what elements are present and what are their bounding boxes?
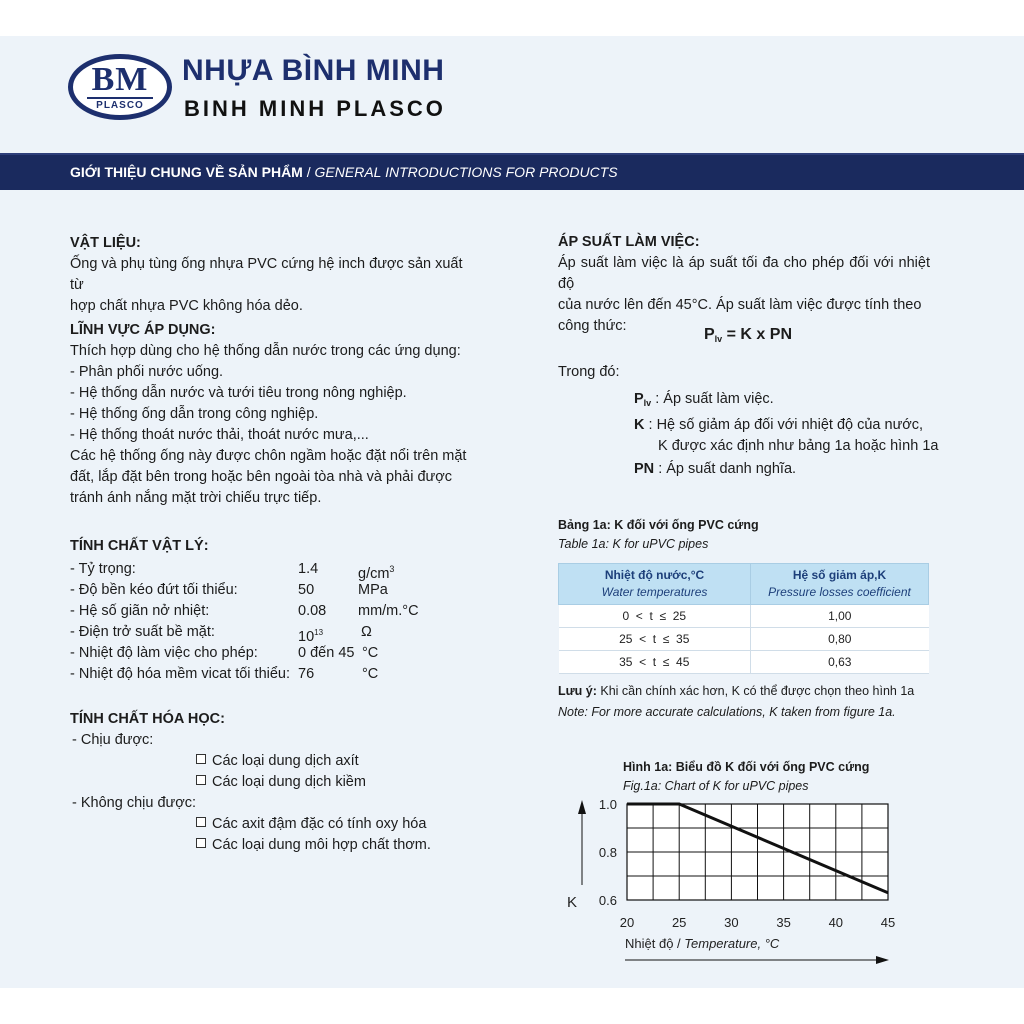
y-tick-label: 1.0: [598, 797, 617, 812]
definition-row: [658, 436, 954, 457]
chemical-title: TÍNH CHẤT HÓA HỌC:: [70, 711, 225, 727]
property-value: 0 đến 45: [298, 645, 355, 661]
nonresist-item: [196, 835, 470, 856]
application-item: - Hệ thống ống dẫn trong công nghiệp.: [70, 406, 319, 422]
chemical-section: [70, 709, 470, 856]
definition-text: : Hệ số giảm áp đối với nhiệt độ của nước,: [648, 417, 924, 433]
resist-item: [196, 751, 470, 772]
application-section: [70, 320, 470, 509]
property-name: - Độ bền kéo đứt tối thiểu:: [70, 582, 238, 598]
table-cell-k: 0,63: [751, 651, 929, 674]
logo-subtext: PLASCO: [87, 97, 153, 111]
resist-item-text: Các loại dung dịch kiềm: [212, 774, 366, 790]
checkbox-icon: [196, 754, 206, 764]
table-row: [559, 628, 929, 651]
y-tick-label: 0.8: [598, 845, 617, 860]
table-cell-k: 1,00: [751, 605, 929, 628]
logo-mark: BM: [91, 61, 149, 98]
nonresist-item-text: Các loại dung môi hợp chất thơm.: [212, 837, 431, 853]
application-title: LĨNH VỰC ÁP DỤNG:: [70, 322, 216, 338]
note-vi-text: Khi cần chính xác hơn, K có thể được chọn theo hình 1a: [596, 684, 915, 698]
note-vi: [558, 681, 938, 702]
application-note: đất, lắp đặt bên trong hoặc bên ngoài tòa nhà và phải được: [70, 469, 452, 485]
definition-row: [634, 389, 954, 414]
table-caption-vi: Bảng 1a: K đối với ống PVC cứng: [558, 518, 759, 532]
definition-text: : Áp suất làm việc.: [655, 391, 774, 407]
table-cell-range: 0 < t ≤ 25: [559, 605, 751, 628]
table-header-coefficient: [751, 564, 929, 605]
material-section: [70, 233, 470, 317]
where-label: Trong đó:: [558, 364, 620, 380]
header-coef-vi: Hệ số giảm áp,K: [792, 568, 887, 582]
property-unit: MPa: [358, 582, 388, 598]
property-value: 76: [298, 666, 315, 682]
formula-p: P: [704, 326, 715, 343]
property-unit-text: g/cm: [358, 565, 390, 582]
definition-symbol: P: [634, 391, 644, 407]
property-name: - Nhiệt độ hóa mềm vicat tối thiểu:: [70, 666, 291, 682]
application-item: - Hệ thống dẫn nước và tưới tiêu trong nông nghiệp.: [70, 385, 407, 401]
table-caption-en: Table 1a: K for uPVC pipes: [558, 537, 709, 551]
table-cell-k: 0,80: [751, 628, 929, 651]
property-name: - Điện trở suất bề mặt:: [70, 624, 215, 640]
x-tick-label: 45: [880, 915, 896, 930]
table-cell-range: 25 < t ≤ 35: [559, 628, 751, 651]
application-intro: Thích hợp dùng cho hệ thống dẫn nước trong các ứng dụng:: [70, 343, 461, 359]
property-unit: °C: [362, 645, 379, 661]
nonresist-item: [196, 814, 470, 835]
checkbox-icon: [196, 838, 206, 848]
header-temp-en: Water temperatures: [601, 585, 708, 599]
note: [558, 681, 938, 723]
x-tick-label: 30: [724, 915, 739, 930]
property-unit-sup: 3: [389, 564, 395, 574]
property-value: 50: [298, 582, 315, 598]
x-tick-label: 40: [828, 915, 844, 930]
resist-label: - Chịu được:: [72, 732, 154, 748]
application-item: - Phân phối nước uống.: [70, 364, 224, 380]
resist-item: [196, 772, 470, 793]
x-tick-label: 20: [619, 915, 635, 930]
note-label: Lưu ý:: [558, 684, 597, 698]
banner-title-vi: GIỚI THIỆU CHUNG VỀ SẢN PHẨM: [70, 164, 303, 180]
brand-name-vi: NHỰA BÌNH MINH: [182, 54, 445, 87]
pressure-title: ÁP SUẤT LÀM VIỆC:: [558, 234, 700, 250]
property-unit: Ω: [361, 624, 372, 640]
definition-text: : Áp suất danh nghĩa.: [658, 461, 797, 477]
physical-title: TÍNH CHẤT VẬT LÝ:: [70, 538, 209, 554]
chart-caption: [623, 758, 869, 796]
pressure-line: công thức:: [558, 318, 627, 334]
definition-symbol: PN: [634, 461, 655, 477]
physical-section: [70, 536, 470, 696]
application-note: tránh ánh nắng mặt trời chiếu trực tiếp.: [70, 490, 322, 506]
application-item: - Hệ thống thoát nước thải, thoát nước mưa,...: [70, 427, 369, 443]
checkbox-icon: [196, 817, 206, 827]
property-name: - Hệ số giãn nở nhiệt:: [70, 603, 210, 619]
x-axis-label-vi: Nhiệt độ /: [625, 936, 685, 951]
property-unit: mm/m.°C: [358, 603, 419, 619]
banner-title: [70, 164, 618, 180]
pressure-formula: [704, 326, 792, 344]
pressure-line: của nước lên đến 45°C. Áp suất làm việc được tính theo: [558, 297, 922, 313]
x-axis-label-en: Temperature, °C: [684, 936, 780, 951]
section-banner: [0, 153, 1024, 190]
chart-subtitle: Fig.1a: Chart of K for uPVC pipes: [623, 779, 809, 793]
nonresist-label: - Không chịu được:: [72, 795, 197, 811]
definition-text: K được xác định như bảng 1a hoặc hình 1a: [658, 438, 939, 454]
resist-item-text: Các loại dung dịch axít: [212, 753, 359, 769]
property-unit: °C: [362, 666, 379, 682]
x-tick-label: 25: [671, 915, 687, 930]
property-value-sup: 13: [314, 628, 324, 637]
table-caption: [558, 516, 759, 554]
property-value: 0.08: [298, 603, 327, 619]
material-title: VẬT LIỆU:: [70, 235, 141, 251]
property-name: - Nhiệt độ làm việc cho phép:: [70, 645, 258, 661]
company-logo: [68, 54, 172, 120]
formula-sub: lv: [714, 334, 723, 344]
checkbox-icon: [196, 775, 206, 785]
formula-rest: = K x PN: [722, 326, 792, 343]
header-temp-vi: Nhiệt độ nước,°C: [604, 568, 705, 582]
y-tick-label: 0.6: [598, 893, 617, 908]
table-header-temperature: [559, 564, 751, 605]
application-note: Các hệ thống ống này được chôn ngầm hoặc đặt nổi trên mặt: [70, 448, 467, 464]
k-table: [558, 563, 929, 674]
note-en: Note: For more accurate calculations, K taken from figure 1a.: [558, 705, 896, 719]
table-row: [559, 605, 929, 628]
nonresist-item-text: Các axit đậm đặc có tính oxy hóa: [212, 816, 427, 832]
definition-row: [634, 415, 954, 436]
pressure-line: Áp suất làm việc là áp suất tối đa cho phép đối với nhiệt độ: [558, 255, 930, 292]
definition-symbol: K: [634, 417, 645, 433]
banner-title-en: GENERAL INTRODUCTIONS FOR PRODUCTS: [314, 164, 618, 180]
header-coef-en: Pressure losses coefficient: [768, 585, 911, 599]
table-cell-range: 35 < t ≤ 45: [559, 651, 751, 674]
y-axis-label: K: [566, 894, 578, 911]
x-tick-label: 35: [776, 915, 791, 930]
material-line: hợp chất nhựa PVC không hóa dẻo.: [70, 298, 303, 314]
property-name: - Tỷ trọng:: [70, 561, 136, 577]
table-header-row: [559, 564, 929, 605]
pressure-section: [558, 232, 930, 337]
property-value: 1.4: [298, 561, 319, 577]
definition-symbol-sub: lv: [643, 398, 652, 408]
banner-separator: /: [302, 164, 315, 180]
material-line: Ống và phụ tùng ống nhựa PVC cứng hệ inch được sản xuất từ: [70, 256, 463, 293]
property-value-text: 10: [298, 628, 315, 645]
definitions: [634, 389, 954, 480]
brand-name-en: BINH MINH PLASCO: [184, 96, 446, 121]
definition-row: [634, 459, 954, 480]
chart-title: Hình 1a: Biểu đồ K đối với ống PVC cứng: [623, 760, 870, 774]
table-row: [559, 651, 929, 674]
